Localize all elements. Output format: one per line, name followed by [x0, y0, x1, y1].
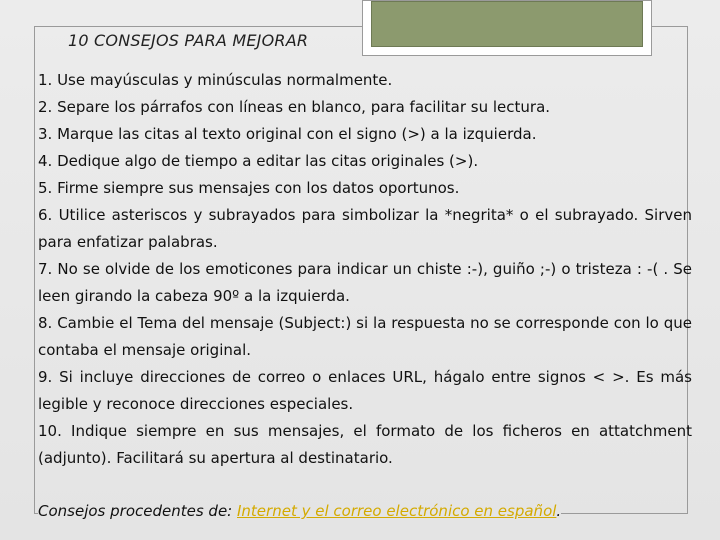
tip-5: 5. Firme siempre sus mensajes con los datos oportunos.	[38, 179, 460, 197]
footer-prefix: Consejos procedentes de:	[38, 502, 237, 520]
tip-7: 7. No se olvide de los emoticones para indicar un chiste :-), guiño ;-) o tristeza : -( . Se leen girando la cabeza 90º a la izquierda.	[38, 260, 692, 305]
tip-4: 4. Dedique algo de tiempo a editar las citas originales (>).	[38, 152, 479, 170]
decorative-header-box	[362, 0, 652, 56]
slide-title: 10 CONSEJOS PARA MEJORAR	[68, 31, 309, 50]
tip-3: 3. Marque las citas al texto original con el signo (>) a la izquierda.	[38, 125, 537, 143]
tip-1: 1. Use mayúsculas y minúsculas normalmente.	[38, 71, 393, 89]
footer-suffix: .	[556, 502, 562, 520]
tip-9: 9. Si incluye direcciones de correo o enlaces URL, hágalo entre signos < >. Es más legible y reconoce direcciones especiales.	[38, 368, 692, 413]
tip-8: 8. Cambie el Tema del mensaje (Subject:) si la respuesta no se corresponde con lo que contaba el mensaje original.	[38, 314, 692, 359]
source-footer	[38, 502, 561, 520]
tips-list	[38, 67, 692, 472]
decorative-green-panel	[371, 1, 643, 47]
tip-6: 6. Utilice asteriscos y subrayados para simbolizar la *negrita* o el subrayado. Sirven para enfatizar palabras.	[38, 206, 692, 251]
source-link[interactable]: Internet y el correo electrónico en español	[237, 502, 557, 520]
tip-2: 2. Separe los párrafos con líneas en blanco, para facilitar su lectura.	[38, 98, 551, 116]
tip-10: 10. Indique siempre en sus mensajes, el formato de los ficheros en attatchment (adjunto). Facilitará su apertura al destinatario.	[38, 422, 692, 467]
